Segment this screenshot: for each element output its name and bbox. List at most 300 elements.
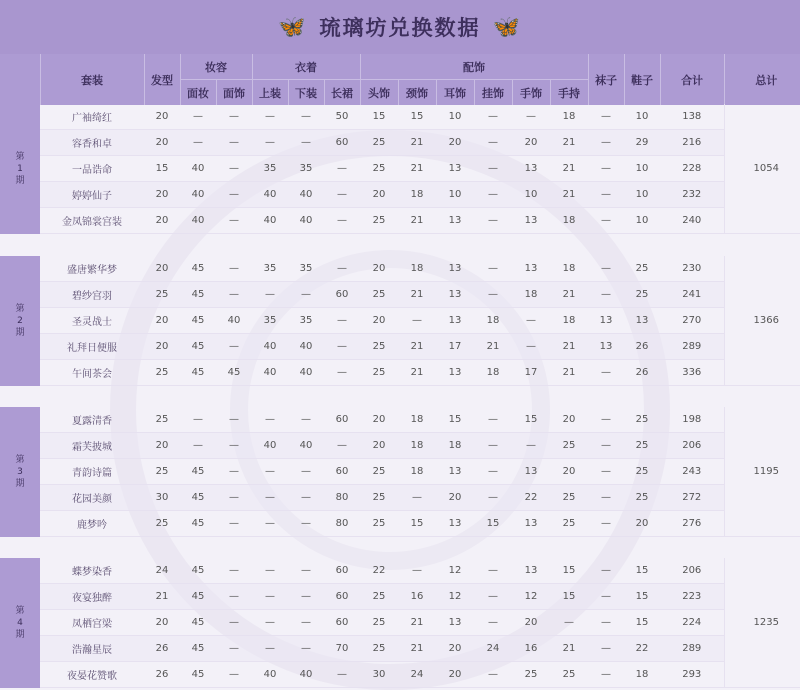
value-cell: 15 — [144, 156, 180, 182]
table-row — [0, 360, 800, 386]
value-cell: 25 — [144, 360, 180, 386]
value-cell: 15 — [474, 511, 512, 537]
subtotal-cell: 241 — [660, 282, 724, 308]
value-cell: 60 — [324, 459, 360, 485]
value-cell: 20 — [512, 130, 550, 156]
value-cell: — — [252, 130, 288, 156]
value-cell: 10 — [624, 156, 660, 182]
header-makeup: 妆容 — [180, 54, 252, 80]
value-cell: — — [288, 610, 324, 636]
value-cell: — — [474, 208, 512, 234]
value-cell: — — [474, 104, 512, 130]
value-cell: 35 — [288, 256, 324, 282]
period-table — [0, 104, 800, 234]
suit-name: 夜宴独醉 — [40, 584, 144, 610]
suit-name: 盛唐繁华梦 — [40, 256, 144, 282]
value-cell: — — [288, 558, 324, 584]
value-cell: 20 — [360, 256, 398, 282]
value-cell: — — [588, 636, 624, 662]
value-cell: 25 — [360, 208, 398, 234]
header-hair: 发型 — [144, 54, 180, 105]
value-cell: — — [288, 104, 324, 130]
value-cell: 13 — [436, 308, 474, 334]
value-cell: — — [216, 104, 252, 130]
value-cell: — — [288, 282, 324, 308]
value-cell: 21 — [398, 334, 436, 360]
value-cell: — — [216, 610, 252, 636]
value-cell: — — [474, 182, 512, 208]
value-cell: 45 — [180, 360, 216, 386]
table-header — [0, 54, 800, 105]
table-row — [0, 459, 800, 485]
subtotal-cell: 272 — [660, 485, 724, 511]
value-cell: — — [216, 433, 252, 459]
value-cell: — — [588, 511, 624, 537]
suit-name: 碧纱宫羽 — [40, 282, 144, 308]
value-cell: 13 — [436, 459, 474, 485]
value-cell: 22 — [360, 558, 398, 584]
value-cell: — — [252, 558, 288, 584]
value-cell: 40 — [288, 662, 324, 688]
suit-name: 夜晏花赞歌 — [40, 662, 144, 688]
period-label — [0, 256, 40, 386]
value-cell: 13 — [512, 511, 550, 537]
value-cell: — — [216, 130, 252, 156]
value-cell: 30 — [144, 485, 180, 511]
value-cell: 25 — [624, 459, 660, 485]
value-cell: — — [588, 433, 624, 459]
suit-name: 金凤锦裳宫装 — [40, 208, 144, 234]
value-cell: 20 — [624, 511, 660, 537]
value-cell: — — [474, 407, 512, 433]
value-cell: 20 — [144, 256, 180, 282]
value-cell: — — [474, 459, 512, 485]
value-cell: 18 — [512, 282, 550, 308]
value-cell: — — [288, 130, 324, 156]
value-cell: — — [550, 610, 588, 636]
value-cell: — — [216, 511, 252, 537]
suit-name: 凤栖宫梁 — [40, 610, 144, 636]
value-cell: — — [252, 282, 288, 308]
value-cell: 25 — [144, 511, 180, 537]
value-cell: 35 — [252, 156, 288, 182]
value-cell: 21 — [550, 334, 588, 360]
table-row — [0, 610, 800, 636]
value-cell: 15 — [624, 610, 660, 636]
subtotal-cell: 228 — [660, 156, 724, 182]
value-cell: — — [288, 584, 324, 610]
value-cell: — — [588, 558, 624, 584]
value-cell: 25 — [360, 636, 398, 662]
subtotal-cell: 270 — [660, 308, 724, 334]
value-cell: 13 — [512, 208, 550, 234]
value-cell: 10 — [624, 104, 660, 130]
table-row — [0, 407, 800, 433]
value-cell: 21 — [398, 130, 436, 156]
header-neck: 颈饰 — [398, 80, 436, 106]
value-cell: — — [216, 662, 252, 688]
value-cell: — — [180, 104, 216, 130]
value-cell: 12 — [512, 584, 550, 610]
period-table — [0, 558, 800, 688]
value-cell: — — [398, 308, 436, 334]
value-cell: 25 — [144, 459, 180, 485]
subtotal-cell: 230 — [660, 256, 724, 282]
value-cell: 45 — [180, 459, 216, 485]
value-cell: 18 — [474, 308, 512, 334]
subtotal-cell: 289 — [660, 334, 724, 360]
value-cell: 25 — [360, 511, 398, 537]
value-cell: 25 — [360, 360, 398, 386]
value-cell: 40 — [252, 334, 288, 360]
suit-name: 婷婷仙子 — [40, 182, 144, 208]
value-cell: — — [512, 104, 550, 130]
value-cell: 25 — [624, 256, 660, 282]
value-cell: 20 — [436, 662, 474, 688]
value-cell: 25 — [360, 459, 398, 485]
value-cell: 40 — [288, 360, 324, 386]
header-clothes: 衣着 — [252, 54, 360, 80]
value-cell: — — [216, 208, 252, 234]
subtotal-cell: 198 — [660, 407, 724, 433]
table-row — [0, 662, 800, 688]
header-face-makeup: 面妆 — [180, 80, 216, 106]
value-cell: 40 — [252, 182, 288, 208]
period-label-part: 3 — [17, 466, 23, 477]
value-cell: — — [216, 182, 252, 208]
value-cell: — — [180, 130, 216, 156]
period-label-part: 4 — [17, 617, 23, 628]
value-cell: 20 — [144, 334, 180, 360]
value-cell: — — [216, 459, 252, 485]
value-cell: 40 — [288, 334, 324, 360]
value-cell: 15 — [436, 407, 474, 433]
value-cell: 25 — [512, 662, 550, 688]
value-cell: — — [588, 130, 624, 156]
value-cell: 25 — [360, 156, 398, 182]
value-cell: 21 — [550, 156, 588, 182]
value-cell: 25 — [550, 433, 588, 459]
value-cell: 26 — [624, 360, 660, 386]
table-row — [0, 156, 800, 182]
value-cell: 17 — [512, 360, 550, 386]
value-cell: 45 — [180, 308, 216, 334]
value-cell: — — [474, 662, 512, 688]
value-cell: 40 — [252, 662, 288, 688]
value-cell: 45 — [180, 636, 216, 662]
period-table — [0, 407, 800, 537]
value-cell: 60 — [324, 407, 360, 433]
value-cell: 10 — [624, 208, 660, 234]
value-cell: 18 — [398, 256, 436, 282]
value-cell: — — [252, 485, 288, 511]
value-cell: 25 — [624, 282, 660, 308]
value-cell: 18 — [624, 662, 660, 688]
value-cell: 13 — [436, 511, 474, 537]
value-cell: 70 — [324, 636, 360, 662]
value-cell: — — [474, 433, 512, 459]
value-cell: 13 — [512, 256, 550, 282]
value-cell: 20 — [144, 208, 180, 234]
period-total: 1054 — [724, 104, 800, 234]
value-cell: 20 — [360, 308, 398, 334]
header-dress: 长裙 — [324, 80, 360, 106]
header-accessories: 配饰 — [360, 54, 588, 80]
value-cell: 13 — [512, 558, 550, 584]
value-cell: 13 — [588, 308, 624, 334]
value-cell: 80 — [324, 485, 360, 511]
value-cell: 20 — [144, 610, 180, 636]
value-cell: 13 — [436, 256, 474, 282]
value-cell: 20 — [550, 459, 588, 485]
value-cell: 13 — [436, 208, 474, 234]
value-cell: 10 — [624, 182, 660, 208]
period-label-part: 第 — [15, 605, 25, 616]
value-cell: 25 — [360, 130, 398, 156]
value-cell: — — [252, 459, 288, 485]
value-cell: — — [216, 282, 252, 308]
value-cell: 22 — [512, 485, 550, 511]
value-cell: 13 — [624, 308, 660, 334]
value-cell: — — [216, 584, 252, 610]
period-label-part: 2 — [17, 315, 23, 326]
value-cell: 13 — [588, 334, 624, 360]
value-cell: 24 — [474, 636, 512, 662]
table-row — [0, 208, 800, 234]
value-cell: — — [252, 511, 288, 537]
suit-name: 午间茶会 — [40, 360, 144, 386]
value-cell: 18 — [550, 208, 588, 234]
value-cell: 25 — [624, 433, 660, 459]
value-cell: 10 — [512, 182, 550, 208]
value-cell: — — [288, 511, 324, 537]
value-cell: 20 — [144, 308, 180, 334]
subtotal-cell: 289 — [660, 636, 724, 662]
value-cell: 20 — [144, 433, 180, 459]
title-bar — [0, 0, 800, 54]
value-cell: — — [474, 584, 512, 610]
value-cell: 40 — [288, 182, 324, 208]
period-label-part: 期 — [15, 478, 25, 489]
value-cell: — — [324, 208, 360, 234]
value-cell: 60 — [324, 130, 360, 156]
suit-name: 青韵诗篇 — [40, 459, 144, 485]
value-cell: — — [288, 485, 324, 511]
value-cell: — — [252, 636, 288, 662]
value-cell: — — [588, 407, 624, 433]
value-cell: 15 — [624, 558, 660, 584]
subtotal-cell: 206 — [660, 558, 724, 584]
period-total: 1235 — [724, 558, 800, 688]
subtotal-cell: 138 — [660, 104, 724, 130]
value-cell: — — [588, 282, 624, 308]
value-cell: 21 — [144, 584, 180, 610]
value-cell: 30 — [360, 662, 398, 688]
value-cell: 13 — [436, 282, 474, 308]
value-cell: 60 — [324, 282, 360, 308]
table-row — [0, 511, 800, 537]
value-cell: — — [474, 282, 512, 308]
table-row — [0, 256, 800, 282]
value-cell: 18 — [398, 433, 436, 459]
value-cell: 20 — [436, 636, 474, 662]
value-cell: — — [252, 584, 288, 610]
value-cell: — — [288, 636, 324, 662]
value-cell: — — [474, 256, 512, 282]
value-cell: — — [324, 360, 360, 386]
value-cell: 25 — [144, 407, 180, 433]
header-head: 头饰 — [360, 80, 398, 106]
value-cell: — — [474, 485, 512, 511]
page-title: 琉璃坊兑换数据 — [319, 16, 481, 40]
subtotal-cell: 240 — [660, 208, 724, 234]
value-cell: — — [474, 130, 512, 156]
header-socks: 袜子 — [588, 54, 624, 105]
header-hand: 手饰 — [512, 80, 550, 106]
value-cell: 21 — [550, 360, 588, 386]
value-cell: 60 — [324, 558, 360, 584]
value-cell: 35 — [288, 308, 324, 334]
value-cell: 10 — [436, 104, 474, 130]
value-cell: 25 — [360, 584, 398, 610]
value-cell: 15 — [550, 584, 588, 610]
value-cell: — — [324, 256, 360, 282]
value-cell: 18 — [398, 182, 436, 208]
value-cell: 20 — [144, 104, 180, 130]
value-cell: 10 — [436, 182, 474, 208]
value-cell: — — [512, 433, 550, 459]
value-cell: — — [216, 558, 252, 584]
value-cell: — — [324, 334, 360, 360]
suit-name: 鹿梦吟 — [40, 511, 144, 537]
value-cell: 13 — [436, 360, 474, 386]
value-cell: 45 — [180, 662, 216, 688]
value-cell: 16 — [398, 584, 436, 610]
table-row — [0, 636, 800, 662]
value-cell: 45 — [180, 610, 216, 636]
header-shoes: 鞋子 — [624, 54, 660, 105]
value-cell: — — [588, 662, 624, 688]
suit-name: 广袖绮红 — [40, 104, 144, 130]
table-row — [0, 433, 800, 459]
value-cell: — — [512, 334, 550, 360]
value-cell: 21 — [398, 282, 436, 308]
suit-name: 容香和卓 — [40, 130, 144, 156]
value-cell: 25 — [624, 485, 660, 511]
value-cell: — — [216, 485, 252, 511]
value-cell: 45 — [180, 485, 216, 511]
header-suit: 套装 — [40, 54, 144, 105]
value-cell: 18 — [550, 308, 588, 334]
value-cell: 15 — [398, 104, 436, 130]
value-cell: 20 — [144, 130, 180, 156]
value-cell: 24 — [144, 558, 180, 584]
value-cell: 40 — [180, 182, 216, 208]
value-cell: — — [216, 256, 252, 282]
value-cell: 17 — [436, 334, 474, 360]
suit-name: 圣灵战士 — [40, 308, 144, 334]
value-cell: 20 — [512, 610, 550, 636]
suit-name: 霜芙披城 — [40, 433, 144, 459]
value-cell: 35 — [252, 308, 288, 334]
value-cell: — — [288, 459, 324, 485]
table-row — [0, 130, 800, 156]
suit-name: 夏露清香 — [40, 407, 144, 433]
header-total: 总计 — [724, 54, 800, 105]
subtotal-cell: 243 — [660, 459, 724, 485]
value-cell: 15 — [512, 407, 550, 433]
period-label — [0, 558, 40, 688]
value-cell: 12 — [436, 584, 474, 610]
butterfly-icon: 🦋 — [278, 14, 308, 40]
period-label-part: 期 — [15, 629, 25, 640]
period-label-part: 1 — [17, 163, 23, 174]
header-pendant: 挂饰 — [474, 80, 512, 106]
value-cell: 21 — [550, 182, 588, 208]
value-cell: — — [324, 662, 360, 688]
value-cell: 20 — [360, 182, 398, 208]
value-cell: 25 — [550, 485, 588, 511]
value-cell: — — [324, 156, 360, 182]
suit-name: 浩瀚星辰 — [40, 636, 144, 662]
value-cell: 21 — [550, 636, 588, 662]
value-cell: 13 — [512, 156, 550, 182]
header-period — [0, 54, 40, 105]
value-cell: — — [324, 182, 360, 208]
value-cell: 20 — [144, 182, 180, 208]
value-cell: 45 — [180, 282, 216, 308]
value-cell: — — [252, 610, 288, 636]
table-row — [0, 182, 800, 208]
value-cell: 35 — [288, 156, 324, 182]
header-handheld: 手持 — [550, 80, 588, 106]
value-cell: 40 — [252, 360, 288, 386]
value-cell: 21 — [398, 360, 436, 386]
suit-name: 蝶梦染香 — [40, 558, 144, 584]
value-cell: 45 — [180, 256, 216, 282]
subtotal-cell: 232 — [660, 182, 724, 208]
value-cell: 45 — [216, 360, 252, 386]
value-cell: 60 — [324, 584, 360, 610]
period-table — [0, 256, 800, 386]
value-cell: 18 — [550, 104, 588, 130]
value-cell: 18 — [398, 407, 436, 433]
subtotal-cell: 336 — [660, 360, 724, 386]
value-cell: 21 — [398, 636, 436, 662]
value-cell: 40 — [288, 433, 324, 459]
value-cell: 45 — [180, 511, 216, 537]
period-label-part: 第 — [15, 151, 25, 162]
value-cell: — — [588, 459, 624, 485]
value-cell: 25 — [550, 511, 588, 537]
value-cell: 18 — [436, 433, 474, 459]
value-cell: 21 — [398, 610, 436, 636]
value-cell: — — [474, 156, 512, 182]
header-face-ornament: 面饰 — [216, 80, 252, 106]
subtotal-cell: 223 — [660, 584, 724, 610]
value-cell: 21 — [474, 334, 512, 360]
value-cell: — — [588, 156, 624, 182]
butterfly-icon: 🦋 — [492, 14, 522, 40]
table-row — [0, 334, 800, 360]
value-cell: — — [216, 334, 252, 360]
value-cell: 21 — [398, 208, 436, 234]
value-cell: 29 — [624, 130, 660, 156]
value-cell: 26 — [144, 662, 180, 688]
suit-name: 一品诰命 — [40, 156, 144, 182]
value-cell: 35 — [252, 256, 288, 282]
value-cell: 25 — [144, 282, 180, 308]
